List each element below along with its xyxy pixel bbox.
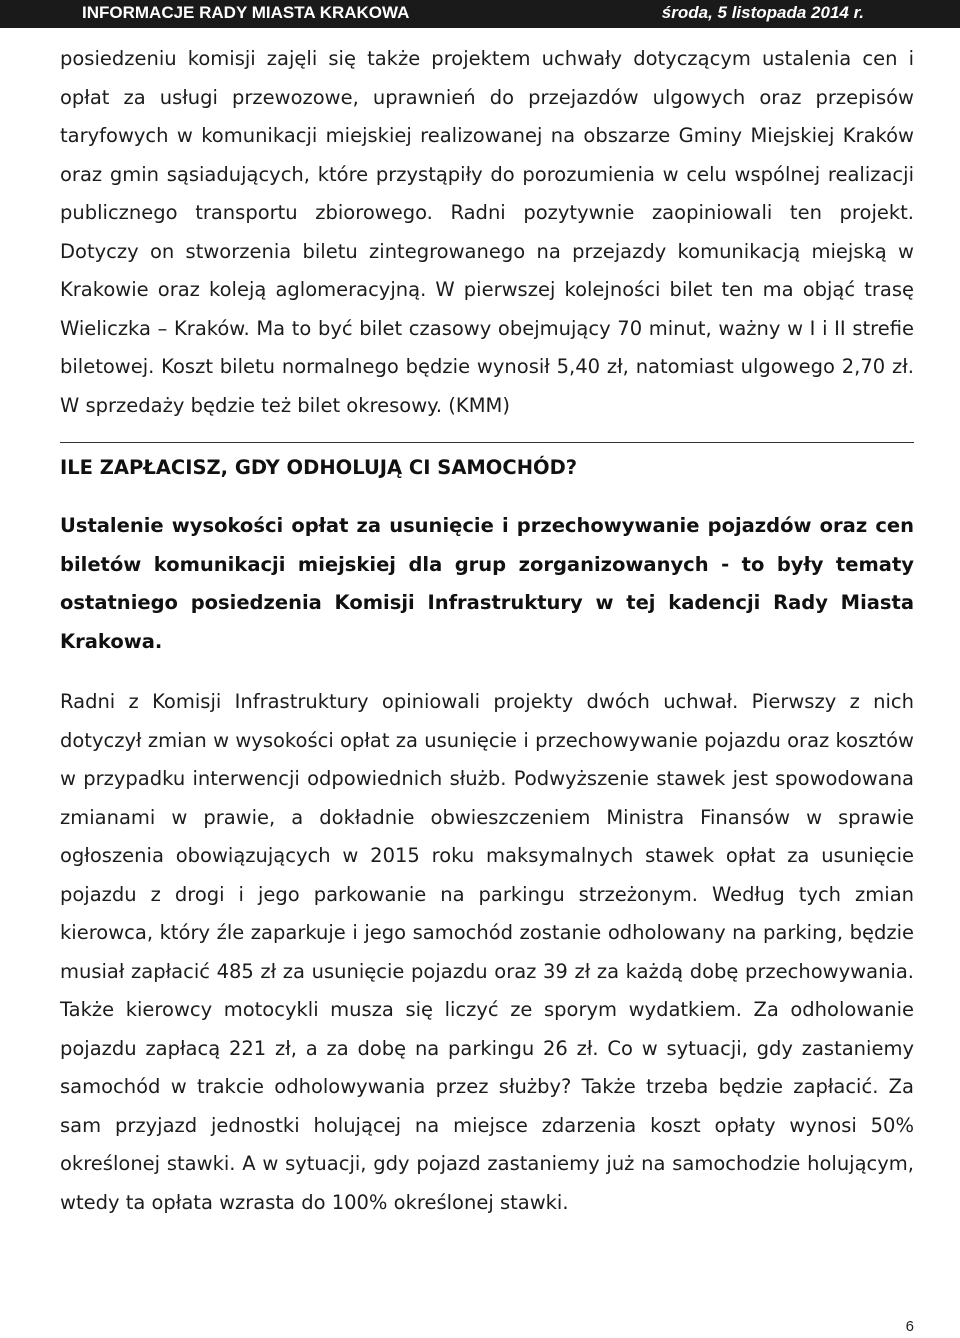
article-paragraph: posiedzeniu komisji zajęli się także projektem uchwały dotyczącym ustalenia cen i opłat za usługi przewozowe, uprawnień do przejazdów ulgowych oraz przepisów taryfowych w komunikacji miejskiej realizowanej na obszarze Gminy Miejskiej Kraków oraz gmin sąsiadujących, które przystąpiły do porozumienia w celu wspólnej realizacji publicznego transportu zbiorowego. Radni pozytywnie zaopiniowali ten projekt. Dotyczy on stworzenia biletu zintegrowanego na przejazdy komunikacją miejską w Krakowie oraz koleją aglomeracyjną. W pierwszej kolejności bilet ten ma objąć trasę Wieliczka – Kraków. Ma to być bilet czasowy obejmujący 70 minut, ważny w I i II strefie biletowej. Koszt biletu normalnego będzie wynosił 5,40 zł, natomiast ulgowego 2,70 zł. W sprzedaży będzie też bilet okresowy. (KMM) <box>60 47 914 417</box>
section-divider <box>60 442 914 443</box>
article-lead: Ustalenie wysokości opłat za usunięcie i przechowywanie pojazdów oraz cen biletów komunikacji miejskiej dla grup zorganizowanych - to były tematy ostatniego posiedzenia Komisji Infrastruktury w tej kadencji Rady Miasta Krakowa. <box>60 514 914 653</box>
article-headline: ILE ZAPŁACISZ, GDY ODHOLUJĄ CI SAMOCHÓD? <box>60 456 578 479</box>
header-publication-title: INFORMACJE RADY MIASTA KRAKOWA <box>82 3 410 22</box>
article-paragraph: Radni z Komisji Infrastruktury opiniowali projekty dwóch uchwał. Pierwszy z nich dotyczył zmian w wysokości opłat za usunięcie i przechowywanie pojazdu oraz kosztów w przypadku interwencji odpowiednich służb. Podwyższenie stawek jest spowodowana zmianami w prawie, a dokładnie obwieszczeniem Ministra Finansów w sprawie ogłoszenia obowiązujących w 2015 roku maksymalnych stawek opłat za usunięcie pojazdu z drogi i jego parkowanie na parkingu strzeżonym. Według tych zmian kierowca, który źle zaparkuje i jego samochód zostanie odholowany na parking, będzie musiał zapłacić 485 zł za usunięcie pojazdu oraz 39 zł za każdą dobę przechowywania. Także kierowcy motocykli musza się liczyć ze sporym wydatkiem. Za odholowanie pojazdu zapłacą 221 zł, a za dobę na parkingu 26 zł. Co w sytuacji, gdy zastaniemy samochód w trakcie odholowywania przez służby? Także trzeba będzie zapłacić. Za sam przyjazd jednostki holującej na miejsce zdarzenia koszt opłaty wynosi 50% określonej stawki. A w sytuacji, gdy pojazd zastaniemy już na samochodzie holującym, wtedy ta opłata wzrasta do 100% określonej stawki. <box>60 690 914 1214</box>
article-content <box>60 40 914 1222</box>
header-date: środa, 5 listopada 2014 r. <box>661 3 864 22</box>
page-number: 6 <box>905 1318 914 1335</box>
page-header <box>0 0 960 28</box>
